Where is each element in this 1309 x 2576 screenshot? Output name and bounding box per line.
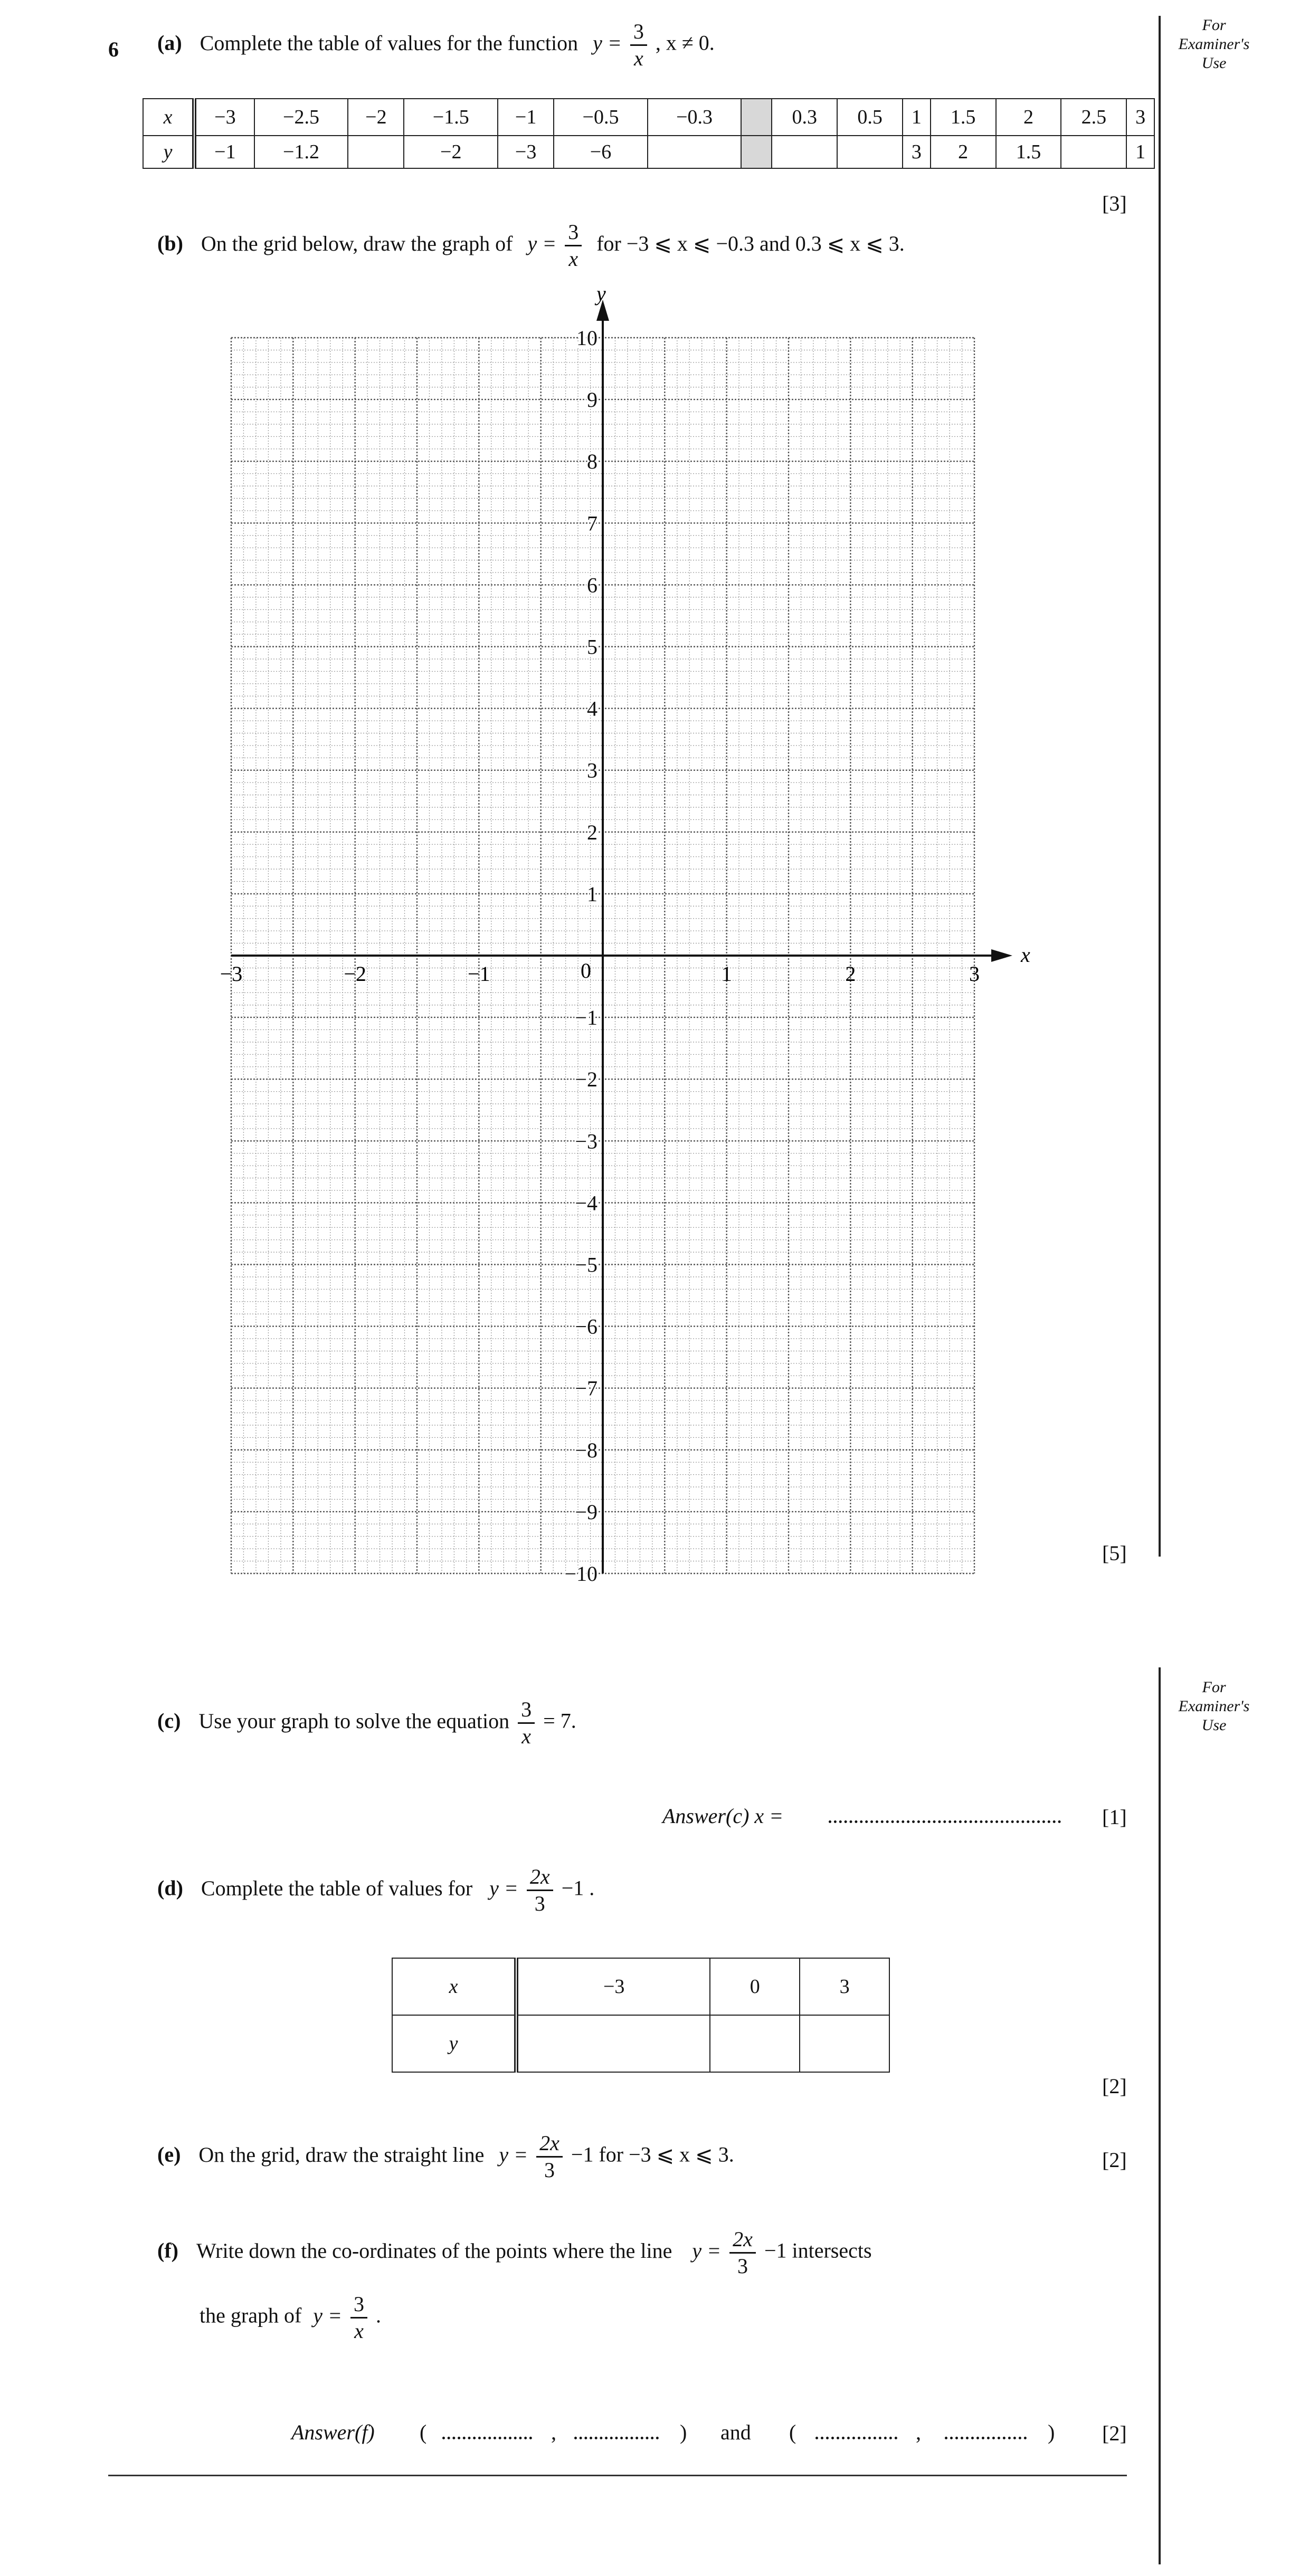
part-f-y2-field[interactable]	[945, 2431, 1027, 2439]
y-tick-label: 6	[587, 573, 597, 597]
part-b-marks: [5]	[1102, 1541, 1127, 1565]
table-cell[interactable]: −3	[498, 136, 554, 168]
part-e-text: On the grid, draw the straight line	[198, 2142, 485, 2167]
part-a-y-header: y	[143, 136, 194, 168]
y-tick-label: 2	[587, 820, 597, 844]
table-cell[interactable]: −0.3	[648, 99, 742, 136]
part-a-text: Complete the table of values for the function	[200, 31, 578, 55]
part-f-heading	[157, 2228, 872, 2278]
part-c-heading	[157, 1698, 576, 1748]
x-axis-arrow	[991, 949, 1012, 962]
examiner-use-label-bottom: For Examiner's Use	[1178, 1678, 1250, 1734]
table-cell[interactable]: 1	[903, 99, 931, 136]
y-tick-label: 1	[587, 882, 597, 906]
part-d-y-header: y	[392, 2015, 516, 2072]
part-f-and: and	[720, 2420, 751, 2444]
part-f-close-paren-2: )	[1048, 2420, 1055, 2444]
table-cell[interactable]: 0.5	[837, 99, 903, 136]
part-b-tail: for −3 ⩽ x ⩽ −0.3 and 0.3 ⩽ x ⩽ 3.	[596, 231, 905, 255]
table-cell[interactable]: 3	[903, 136, 931, 168]
part-c-tail: = 7.	[543, 1709, 576, 1733]
question-number: 6	[108, 37, 119, 61]
part-b-numerator: 3	[565, 221, 582, 246]
x-tick-label: −2	[344, 962, 366, 986]
table-cell[interactable]: −1	[194, 136, 254, 168]
part-e-label: (e)	[157, 2142, 181, 2167]
part-f-x2-field[interactable]	[815, 2431, 897, 2439]
x-axis-label: x	[1021, 943, 1030, 967]
part-a-numerator: 3	[630, 20, 647, 46]
y-tick-label: −10	[564, 1562, 597, 1586]
table-cell[interactable]	[800, 2015, 889, 2072]
part-f-line2	[200, 2293, 381, 2343]
origin-label: 0	[581, 959, 591, 982]
part-a-denominator: x	[633, 46, 643, 70]
part-f-lhs2: y =	[313, 2303, 343, 2327]
y-tick-label: −4	[575, 1191, 597, 1215]
y-tick-label: 7	[587, 511, 597, 536]
part-d-lhs: y =	[489, 1876, 518, 1900]
y-axis-label: y	[596, 282, 606, 306]
part-b-denominator: x	[568, 247, 578, 271]
part-f-open-paren-2: (	[789, 2420, 796, 2444]
part-f-text: Write down the co-ordinates of the points where the line	[196, 2238, 672, 2263]
table-cell[interactable]: 0	[710, 1958, 800, 2015]
table-cell[interactable]: −3	[516, 1958, 710, 2015]
part-f-x1-field[interactable]	[442, 2431, 532, 2439]
part-d-y-row	[392, 2015, 889, 2072]
y-tick-label: −3	[575, 1129, 597, 1153]
table-cell[interactable]: −3	[194, 99, 254, 136]
part-a-x-header: x	[143, 99, 194, 136]
part-e-lhs: y =	[499, 2142, 528, 2167]
y-tick-label: −7	[575, 1376, 597, 1400]
table-cell[interactable]: −2	[348, 99, 404, 136]
x-tick-label: 3	[969, 962, 980, 986]
part-f-fraction2	[350, 2293, 367, 2343]
part-f-comma-1: ,	[551, 2420, 556, 2444]
part-f-tail2: .	[376, 2303, 382, 2327]
table-cell[interactable]: −1	[498, 99, 554, 136]
table-cell[interactable]: 2.5	[1061, 99, 1126, 136]
part-d-label: (d)	[157, 1876, 183, 1900]
y-tick-label: 10	[576, 326, 597, 350]
table-cell[interactable]: −6	[554, 136, 648, 168]
table-cell[interactable]: 2	[931, 136, 996, 168]
part-f-line2-text: the graph of	[200, 2303, 302, 2327]
part-b-lhs: y =	[527, 231, 557, 255]
table-cell[interactable]	[516, 2015, 710, 2072]
part-c-numerator: 3	[518, 1698, 535, 1724]
table-cell[interactable]: −2.5	[254, 99, 348, 136]
table-cell[interactable]: 1.5	[996, 136, 1061, 168]
part-f-denominator: 3	[737, 2254, 748, 2278]
part-f-label: (f)	[157, 2238, 178, 2263]
part-c-label: (c)	[157, 1709, 181, 1733]
y-tick-label: −8	[575, 1438, 597, 1462]
part-e-numerator: 2x	[536, 2132, 563, 2158]
part-f-open-paren-1: (	[420, 2420, 427, 2444]
part-d-x-header: x	[392, 1958, 516, 2015]
y-tick-label: −2	[575, 1067, 597, 1092]
part-d-marks: [2]	[1102, 2074, 1127, 2098]
part-f-answer-label: Answer(f)	[291, 2420, 375, 2444]
part-d-tail: −1 .	[561, 1876, 595, 1900]
footer-rule	[108, 2475, 1127, 2476]
part-d-table	[392, 1958, 890, 2073]
part-e-marks: [2]	[1102, 2148, 1127, 2172]
part-e-denominator: 3	[544, 2158, 555, 2182]
part-d-x-row	[392, 1958, 889, 2015]
part-a-marks: [3]	[1102, 192, 1127, 215]
part-c-marks: [1]	[1102, 1805, 1127, 1829]
y-tick-label: 5	[587, 635, 597, 659]
x-tick-label: 2	[845, 962, 856, 986]
part-b-label: (b)	[157, 231, 183, 255]
table-cell[interactable]: 1.5	[931, 99, 996, 136]
part-e-tail: −1 for −3 ⩽ x ⩽ 3.	[571, 2142, 734, 2167]
part-d-heading	[157, 1865, 594, 1915]
table-cell[interactable]	[710, 2015, 800, 2072]
y-tick-label: 4	[587, 697, 597, 721]
part-d-numerator: 2x	[527, 1865, 553, 1891]
part-d-text: Complete the table of values for	[201, 1876, 473, 1900]
part-c-fraction	[518, 1698, 535, 1748]
part-e-fraction	[536, 2132, 563, 2182]
x-tick-label: −1	[468, 962, 490, 986]
y-tick-label: −5	[575, 1253, 597, 1277]
part-f-comma-2: ,	[916, 2420, 921, 2444]
part-a-label: (a)	[157, 31, 182, 55]
part-f-denominator2: x	[354, 2319, 364, 2343]
table-cell[interactable]: 3	[800, 1958, 889, 2015]
part-f-close-paren-1: )	[680, 2420, 687, 2444]
part-e-heading	[157, 2132, 734, 2182]
y-tick-label: 3	[587, 758, 597, 783]
y-tick-label: 9	[587, 388, 597, 412]
examiner-margin-line-bottom	[1159, 1667, 1161, 2564]
part-f-tail: −1 intersects	[764, 2238, 872, 2263]
part-f-y1-field[interactable]	[574, 2431, 659, 2439]
table-cell[interactable]: −0.5	[554, 99, 648, 136]
table-cell[interactable]: 1	[1126, 136, 1154, 168]
x-tick-label: 1	[721, 962, 732, 986]
table-cell[interactable]: 3	[1126, 99, 1154, 136]
part-d-denominator: 3	[534, 1892, 545, 1915]
table-cell[interactable]: 2	[996, 99, 1061, 136]
examiner-use-label-top: For Examiner's Use	[1178, 16, 1250, 72]
part-c-answer-label: Answer(c) x =	[662, 1804, 784, 1828]
table-cell[interactable]: −2	[404, 136, 498, 168]
y-tick-label: −1	[575, 1006, 597, 1030]
part-f-fraction	[729, 2228, 756, 2278]
part-f-numerator: 2x	[729, 2228, 756, 2254]
part-c-denominator: x	[521, 1724, 532, 1748]
x-tick-label: −3	[220, 962, 243, 986]
table-cell[interactable]: −1.5	[404, 99, 498, 136]
part-d-fraction	[527, 1865, 553, 1915]
part-c-text: Use your graph to solve the equation	[198, 1709, 510, 1733]
y-tick-label: −6	[575, 1314, 597, 1339]
part-a-lhs: y =	[593, 31, 622, 55]
part-c-answer-field[interactable]	[829, 1815, 1061, 1823]
part-f-marks: [2]	[1102, 2421, 1127, 2445]
part-a-tail: , x ≠ 0.	[655, 31, 715, 55]
table-cell[interactable]: 0.3	[772, 99, 837, 136]
y-tick-label: −9	[575, 1500, 597, 1524]
part-f-numerator2: 3	[350, 2293, 367, 2319]
part-f-lhs: y =	[692, 2238, 722, 2263]
table-cell[interactable]: −1.2	[254, 136, 348, 168]
y-tick-label: 8	[587, 450, 597, 474]
part-b-text: On the grid below, draw the graph of	[201, 231, 513, 255]
